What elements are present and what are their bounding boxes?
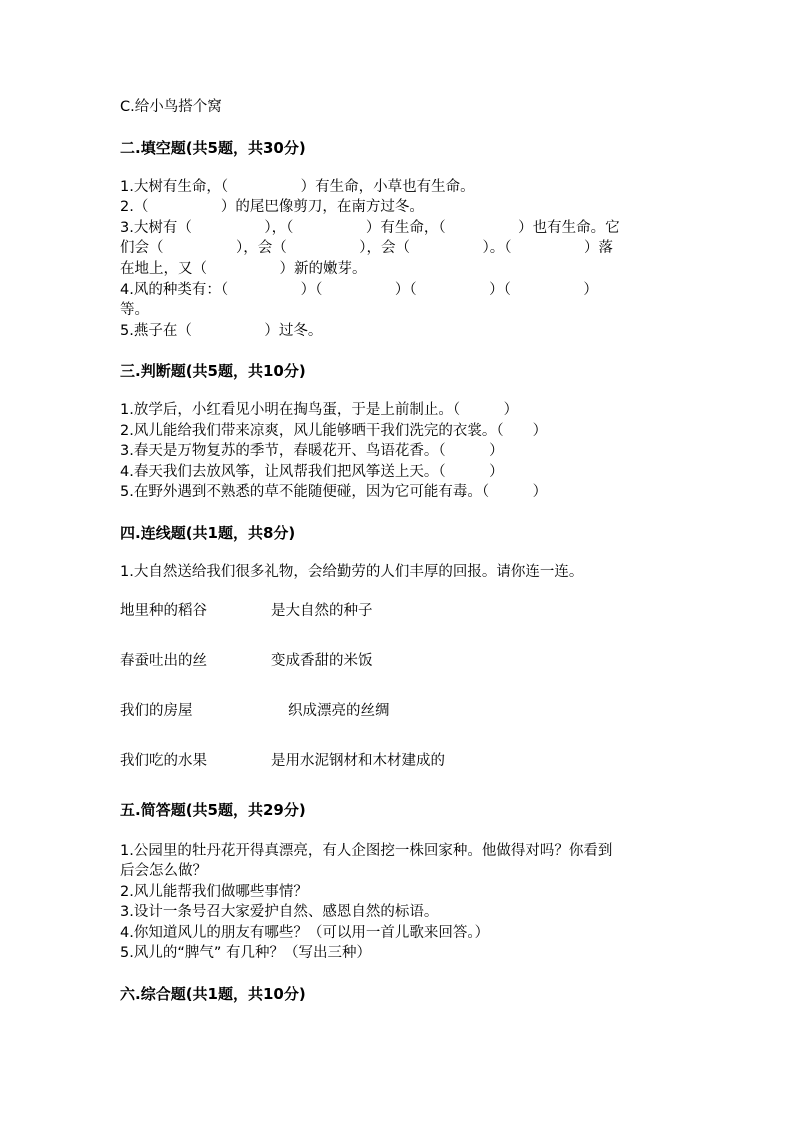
judge-line: 2.风儿能给我们带来凉爽，风儿能够晒干我们洗完的衣裳。（ ） (120, 423, 548, 439)
match-right-item: 织成漂亮的丝绸 (288, 703, 390, 719)
section-short-title: 五.简答题(共5题，共29分) (120, 801, 306, 819)
short-line: 1.公园里的牡丹花开得真漂亮，有人企图挖一株回家种。他做得对吗？你看到 (120, 843, 613, 859)
match-left-item: 地里种的稻谷 (120, 603, 207, 619)
fill-line: 等。 (120, 302, 149, 318)
section-match-title: 四.连线题(共1题，共8分) (120, 524, 296, 542)
section-comp-title: 六.综合题(共1题，共10分) (120, 985, 306, 1003)
judge-line: 5.在野外遇到不熟悉的草不能随便碰，因为它可能有毒。（ ） (120, 484, 548, 500)
judge-line: 4.春天我们去放风筝，让风帮我们把风筝送上天。（ ） (120, 464, 504, 480)
match-right-item: 是大自然的种子 (271, 603, 373, 619)
short-line: 后会怎么做？ (120, 863, 207, 879)
short-line: 5.风儿的“脾气” 有几种？（写出三种） (120, 945, 371, 961)
fill-line: 5.燕子在（ ）过冬。 (120, 323, 323, 339)
match-right-item: 是用水泥钢材和木材建成的 (271, 753, 445, 769)
match-left-item: 我们吃的水果 (120, 753, 207, 769)
judge-line: 3.春天是万物复苏的季节，春暖花开、鸟语花香。（ ） (120, 443, 504, 459)
match-right-item: 变成香甜的米饭 (271, 653, 373, 669)
short-line: 3.设计一条号召大家爱护自然、感恩自然的标语。 (120, 904, 439, 920)
section-judge-title: 三.判断题(共5题，共10分) (120, 362, 306, 380)
match-left-item: 春蚕吐出的丝 (120, 653, 207, 669)
fill-line: 们会（ ），会（ ），会（ ）。（ ）落 (120, 240, 613, 256)
option-c: C.给小鸟搭个窝 (120, 99, 222, 115)
fill-line: 3.大树有（ ），（ ）有生命，（ ）也有生命。它 (120, 220, 620, 236)
short-line: 2.风儿能帮我们做哪些事情？ (120, 884, 308, 900)
fill-line: 4.风的种类有：（ ）（ ）（ ）（ ） (120, 282, 598, 298)
fill-line: 在地上，又（ ）新的嫩芽。 (120, 261, 367, 277)
match-instruction: 1.大自然送给我们很多礼物，会给勤劳的人们丰厚的回报。请你连一连。 (120, 564, 584, 580)
fill-line: 1.大树有生命，（ ）有生命，小草也有生命。 (120, 179, 475, 195)
short-line: 4.你知道风儿的朋友有哪些？（可以用一首儿歌来回答。） (120, 925, 490, 941)
judge-line: 1.放学后，小红看见小明在掏鸟蛋，于是上前制止。（ ） (120, 402, 519, 418)
match-left-item: 我们的房屋 (120, 703, 193, 719)
section-fill-title: 二.填空题(共5题，共30分) (120, 139, 306, 157)
fill-line: 2.（ ）的尾巴像剪刀，在南方过冬。 (120, 199, 424, 215)
